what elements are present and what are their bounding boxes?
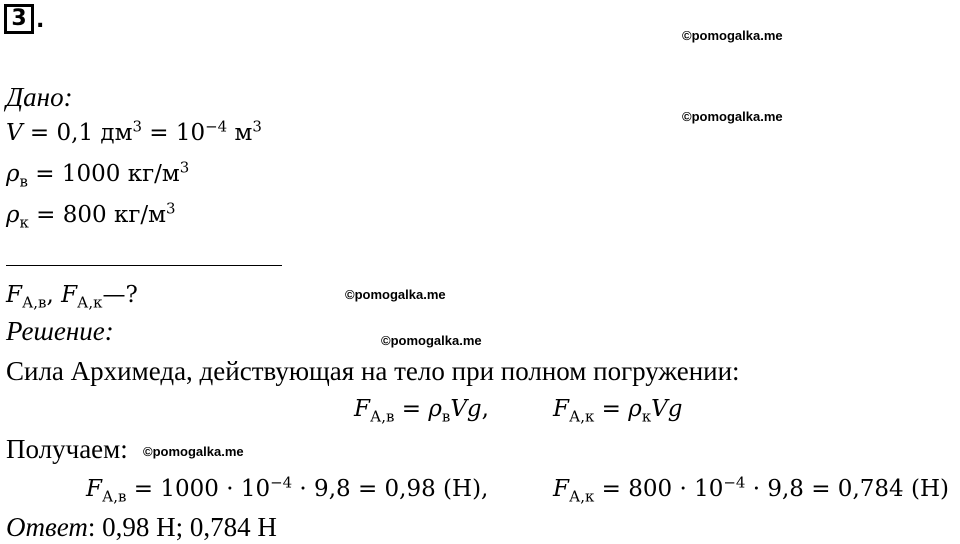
formula1-eq: =	[394, 396, 429, 422]
watermark: ©pomogalka.me	[381, 333, 482, 348]
solution-label: Решение:	[6, 316, 114, 346]
given-label: Дано:	[6, 82, 73, 112]
find-f1-sub: А,в	[21, 293, 47, 312]
volume-exp3: 3	[252, 117, 262, 136]
volume-exp1: 3	[132, 117, 142, 136]
volume-exp2: −4	[205, 117, 228, 136]
rho-k-value: = 800 кг/м	[28, 202, 167, 228]
formula2-lhs-sub: А,к	[568, 407, 595, 426]
given-volume	[6, 117, 262, 146]
volume-symbol: V	[6, 120, 23, 146]
find-sep: ,	[46, 282, 62, 308]
find-f1: F	[6, 282, 22, 308]
problem-number-dot: .	[36, 8, 45, 33]
calc1-tail: · 9,8 = 0,98 (Н),	[292, 476, 489, 502]
formula1-rest: Vg	[450, 396, 482, 422]
rho-k-sub: к	[19, 213, 29, 232]
formula1-rho-sub: в	[441, 407, 451, 426]
watermark: ©pomogalka.me	[682, 109, 783, 124]
given-divider	[6, 265, 282, 266]
find-f2-sub: А,к	[77, 293, 103, 312]
answer-label: Ответ	[6, 512, 88, 542]
formula-kerosene	[553, 396, 683, 426]
calc2-expr: = 800 · 10	[594, 476, 724, 502]
calc2-lhs: F	[553, 476, 569, 502]
formula1-lhs-sub: А,в	[369, 407, 395, 426]
watermark: ©pomogalka.me	[682, 28, 783, 43]
answer-line	[6, 512, 277, 543]
formula1-rho: ρ	[428, 396, 442, 422]
calc1-lhs: F	[86, 476, 102, 502]
rho-k-symbol: ρ	[6, 202, 20, 228]
watermark: ©pomogalka.me	[143, 444, 244, 459]
formula-water	[354, 396, 489, 426]
formula2-rest: Vg	[651, 396, 683, 422]
answer-text: : 0,98 Н; 0,784 Н	[87, 512, 277, 542]
volume-eq1: = 0,1 дм	[22, 120, 133, 146]
watermark: ©pomogalka.me	[345, 287, 446, 302]
formula2-rho-sub: к	[641, 407, 652, 426]
formula1-lhs: F	[354, 396, 370, 422]
rho-w-symbol: ρ	[6, 161, 20, 187]
calc2-tail: · 9,8 = 0,784 (Н)	[745, 476, 949, 502]
rho-k-exp: 3	[166, 199, 176, 218]
find-tail: —?	[102, 282, 138, 308]
calc1-lhs-sub: А,в	[101, 487, 127, 506]
formula2-lhs: F	[553, 396, 569, 422]
rho-w-sub: в	[19, 172, 28, 191]
rho-w-value: = 1000 кг/м	[27, 161, 180, 187]
get-label: Получаем:	[6, 434, 128, 464]
volume-eq2: = 10	[141, 120, 206, 146]
given-density-kerosene	[6, 199, 176, 232]
find-line	[6, 282, 138, 312]
find-f2: F	[61, 282, 78, 308]
problem-number: 3	[4, 4, 34, 34]
formula2-eq: =	[594, 396, 629, 422]
formula1-comma: ,	[481, 396, 489, 422]
volume-eq3: м	[227, 120, 253, 146]
formula2-rho: ρ	[628, 396, 642, 422]
solution-statement: Сила Архимеда, действующая на тело при полном погружении:	[6, 356, 740, 386]
calc2-exp: −4	[723, 473, 746, 492]
calc2-lhs-sub: А,к	[568, 487, 595, 506]
calc-kerosene	[553, 473, 949, 506]
given-density-water	[6, 158, 190, 191]
calc1-expr: = 1000 · 10	[126, 476, 271, 502]
calc1-exp: −4	[270, 473, 293, 492]
rho-w-exp: 3	[179, 158, 190, 177]
calc-water	[86, 473, 489, 506]
